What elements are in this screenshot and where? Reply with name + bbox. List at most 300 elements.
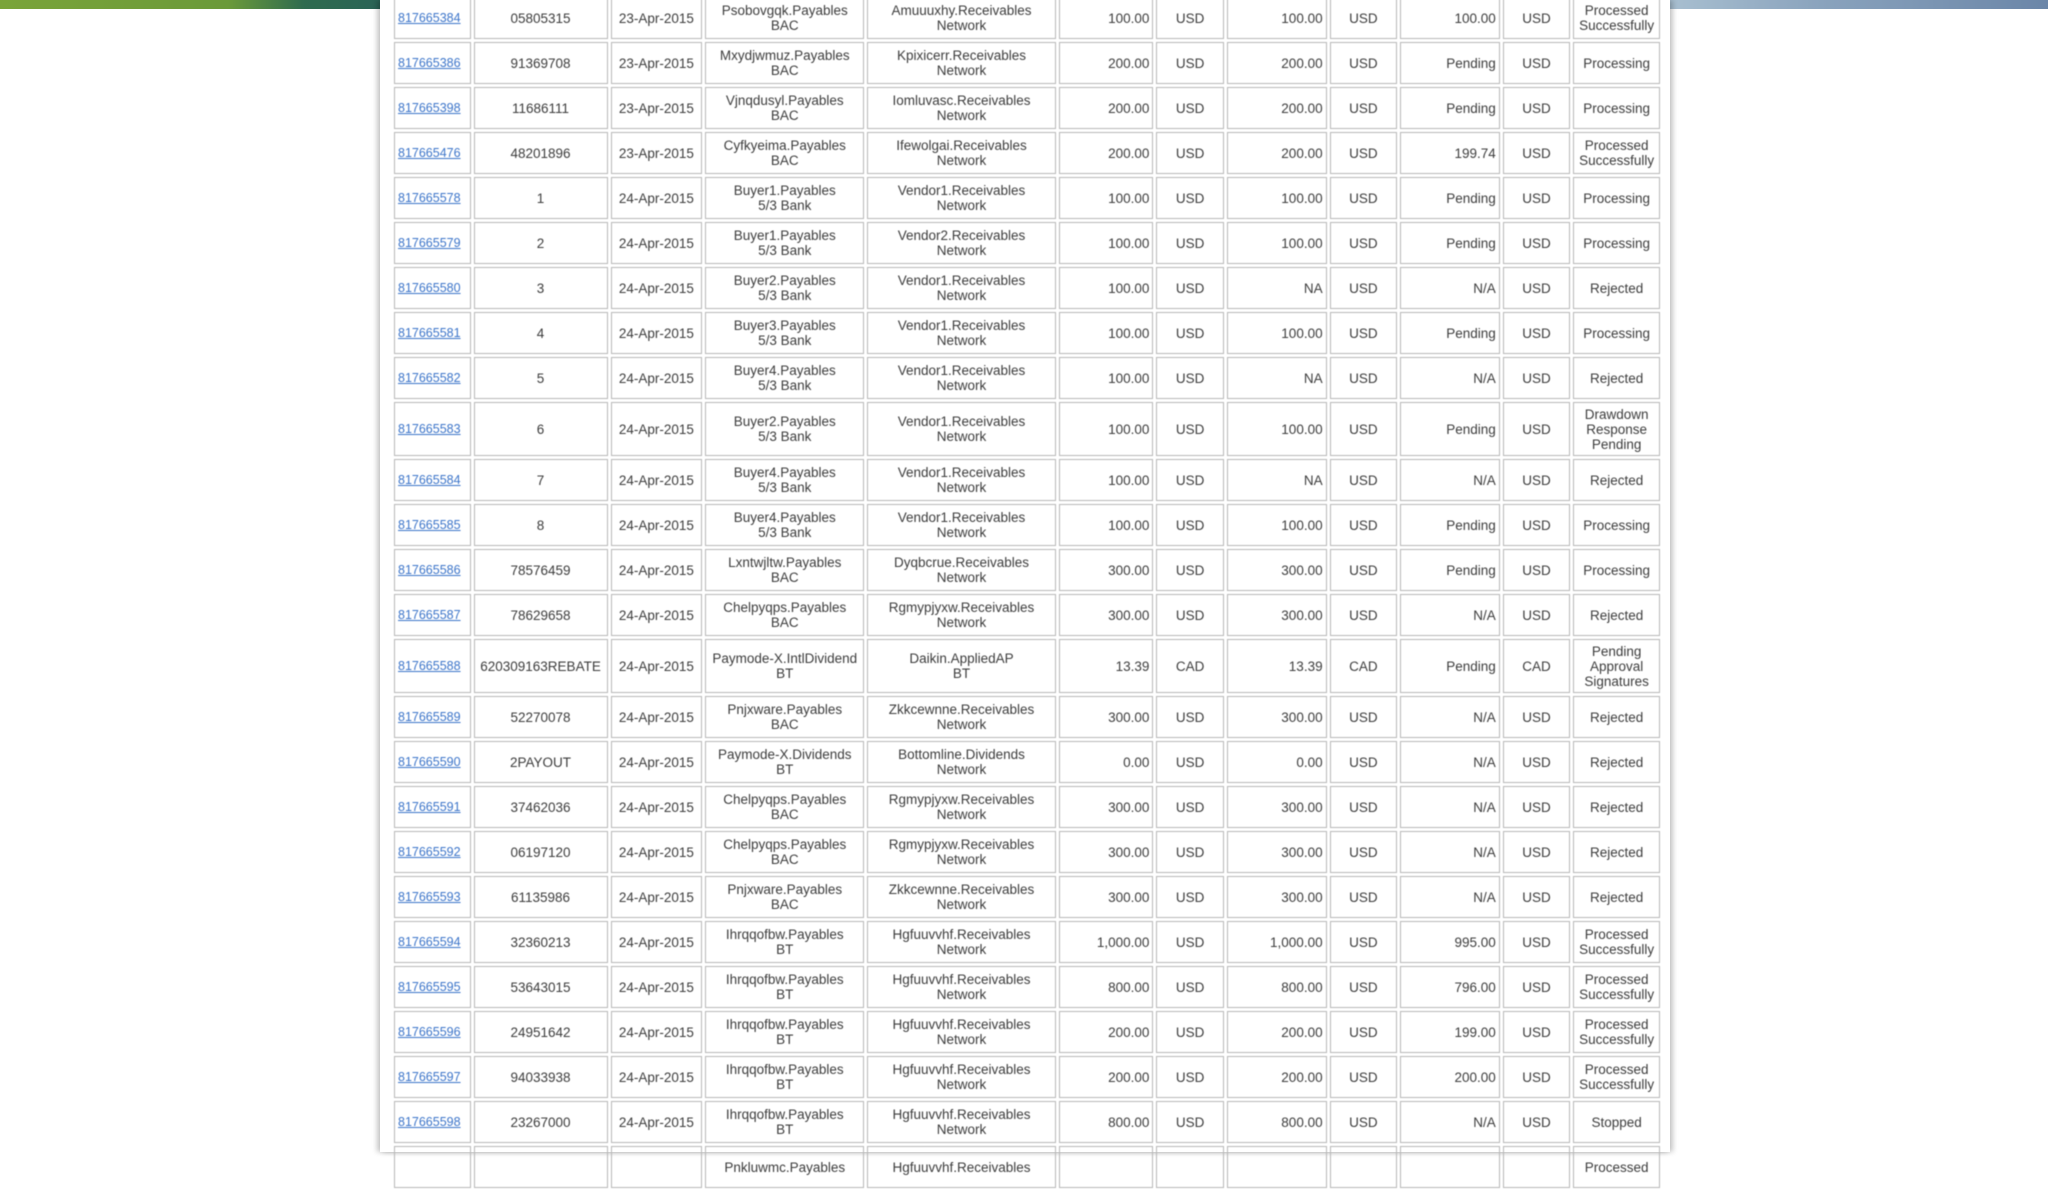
transaction-id-cell (394, 1146, 471, 1188)
remittance-currency: USD (1349, 1114, 1378, 1130)
status-cell (1573, 831, 1660, 873)
transaction-date: 24-Apr-2015 (618, 709, 694, 725)
transaction-id-link[interactable]: 817665597 (398, 1070, 461, 1084)
amount2-cell (1227, 132, 1327, 174)
settled-amount: 200.00 (1454, 1069, 1496, 1085)
currency2-cell (1330, 594, 1397, 636)
payee-line: Network (936, 525, 987, 540)
payer-line: Vjnqdusyl.Payables (725, 93, 844, 108)
amount-cell (1059, 222, 1154, 264)
payer-line: Pnjxware.Payables (727, 882, 843, 897)
reference-number: 37462036 (510, 799, 571, 815)
currency3-cell (1503, 459, 1570, 501)
settled-amount: Pending (1446, 100, 1496, 116)
settled-cell (1400, 177, 1500, 219)
remittance-amount: 0.00 (1296, 754, 1323, 770)
payment-amount: 100.00 (1108, 370, 1150, 386)
status-line: Rejected (1589, 472, 1644, 488)
payer-line: Ihrqqofbw.Payables (725, 1062, 844, 1077)
settled-cell (1400, 1056, 1500, 1098)
reference-number: 4 (536, 325, 545, 341)
payment-currency: USD (1175, 754, 1205, 770)
payee-cell (867, 459, 1055, 501)
settled-cell (1400, 132, 1500, 174)
transaction-id-cell (394, 741, 471, 783)
payment-amount: 13.39 (1115, 658, 1150, 674)
status-line: Pending (1591, 436, 1642, 452)
transaction-id-link[interactable]: 817665596 (398, 1025, 461, 1039)
payer-line: Ihrqqofbw.Payables (725, 972, 844, 987)
remittance-currency: USD (1349, 562, 1378, 578)
remittance-amount: 13.39 (1288, 658, 1323, 674)
currency2-cell (1330, 132, 1397, 174)
payee-line: Network (936, 198, 987, 213)
transaction-date: 24-Apr-2015 (618, 889, 694, 905)
settled-cell (1400, 222, 1500, 264)
settled-amount: N/A (1473, 709, 1496, 725)
table-row (394, 1056, 1660, 1098)
remittance-currency: USD (1349, 145, 1378, 161)
reference-cell (474, 357, 608, 399)
transaction-id-cell (394, 267, 471, 309)
reference-number: 23267000 (510, 1114, 571, 1130)
settled-amount: N/A (1473, 280, 1496, 296)
reference-number: 91369708 (510, 55, 571, 71)
transaction-id-link[interactable]: 817665595 (398, 980, 461, 994)
payment-currency: USD (1175, 844, 1205, 860)
status-line: Successfully (1579, 18, 1655, 33)
currency-cell (1156, 177, 1223, 219)
table-row (394, 786, 1660, 828)
payer-line: BAC (770, 852, 799, 867)
remittance-amount: 300.00 (1281, 562, 1323, 578)
settled-cell (1400, 831, 1500, 873)
payee-line: Network (936, 987, 987, 1002)
reference-cell (474, 1056, 608, 1098)
amount-cell (1059, 639, 1154, 693)
transaction-date: 24-Apr-2015 (618, 421, 694, 437)
transaction-date: 24-Apr-2015 (618, 799, 694, 815)
payee-cell (867, 222, 1055, 264)
status-line: Processed (1584, 972, 1649, 987)
payee-line: Rgmypjyxw.Receivables (888, 792, 1035, 807)
settled-currency: USD (1522, 1069, 1551, 1085)
table-row (394, 402, 1660, 456)
currency2-cell (1330, 639, 1397, 693)
payer-line: BT (776, 1032, 794, 1047)
settled-cell (1400, 1011, 1500, 1053)
reference-cell (474, 459, 608, 501)
status-line: Rejected (1589, 754, 1644, 770)
payee-line: Network (936, 852, 987, 867)
transaction-id-link[interactable]: 817665584 (398, 473, 461, 487)
currency2-cell (1330, 1011, 1397, 1053)
payer-line: 5/3 Bank (758, 198, 812, 213)
settled-cell (1400, 549, 1500, 591)
date-cell (611, 357, 703, 399)
settled-amount: N/A (1473, 607, 1496, 623)
remittance-currency: USD (1349, 190, 1378, 206)
payment-currency: USD (1175, 1069, 1205, 1085)
currency-cell (1156, 594, 1223, 636)
transaction-date: 23-Apr-2015 (618, 10, 694, 26)
payee-cell (867, 1011, 1055, 1053)
table-row (394, 177, 1660, 219)
payer-line: Chelpyqps.Payables (723, 792, 847, 807)
amount2-cell (1227, 741, 1327, 783)
transaction-date: 24-Apr-2015 (618, 658, 694, 674)
payer-cell (705, 267, 864, 309)
payer-line: Chelpyqps.Payables (723, 837, 847, 852)
payee-cell (867, 42, 1055, 84)
date-cell (611, 1056, 703, 1098)
payment-amount: 200.00 (1108, 1024, 1150, 1040)
payment-amount: 800.00 (1108, 1114, 1150, 1130)
payee-line: Vendor1.Receivables (897, 414, 1026, 429)
payee-line: Vendor1.Receivables (897, 273, 1026, 288)
payer-cell (705, 831, 864, 873)
payment-currency: USD (1175, 421, 1205, 437)
payee-line: Dyqbcrue.Receivables (893, 555, 1030, 570)
status-line: Signatures (1584, 673, 1649, 689)
currency3-cell (1503, 1146, 1570, 1188)
status-line: Approval (1589, 658, 1644, 674)
transaction-id-link[interactable]: 817665476 (398, 146, 461, 160)
transaction-id-link[interactable]: 817665592 (398, 845, 461, 859)
settled-cell (1400, 876, 1500, 918)
payer-line: Buyer4.Payables (733, 363, 836, 378)
date-cell (611, 402, 703, 456)
amount-cell (1059, 1146, 1154, 1188)
reference-number: 24951642 (510, 1024, 571, 1040)
payment-amount: 800.00 (1108, 979, 1150, 995)
remittance-currency: USD (1349, 979, 1378, 995)
reference-cell (474, 222, 608, 264)
payee-line: Network (936, 243, 987, 258)
transaction-table-container[interactable] (391, 0, 1663, 1175)
transaction-id-cell (394, 459, 471, 501)
reference-cell (474, 786, 608, 828)
currency2-cell (1330, 1056, 1397, 1098)
currency2-cell (1330, 786, 1397, 828)
payer-line: 5/3 Bank (758, 480, 812, 495)
transaction-date: 23-Apr-2015 (618, 145, 694, 161)
status-cell (1573, 312, 1660, 354)
amount2-cell (1227, 267, 1327, 309)
payment-amount: 100.00 (1108, 235, 1150, 251)
status-cell (1573, 504, 1660, 546)
payer-cell (705, 222, 864, 264)
table-row (394, 132, 1660, 174)
status-line: Processed (1584, 1159, 1649, 1175)
settled-amount: N/A (1473, 1114, 1496, 1130)
status-line: Successfully (1579, 1077, 1655, 1092)
transaction-id-link[interactable]: 817665398 (398, 101, 461, 115)
transaction-date: 24-Apr-2015 (618, 235, 694, 251)
transaction-id-link[interactable]: 817665594 (398, 935, 461, 949)
reference-number: 8 (536, 517, 545, 533)
status-line: Successfully (1579, 942, 1655, 957)
transaction-id-cell (394, 177, 471, 219)
payee-line: Vendor1.Receivables (897, 318, 1026, 333)
reference-cell (474, 831, 608, 873)
status-cell (1573, 87, 1660, 129)
currency2-cell (1330, 459, 1397, 501)
status-line: Rejected (1589, 370, 1644, 386)
payer-cell (705, 966, 864, 1008)
transaction-id-link[interactable]: 817665582 (398, 371, 461, 385)
transaction-id-link[interactable]: 817665593 (398, 890, 461, 904)
settled-currency: USD (1522, 754, 1551, 770)
reference-number: 05805315 (510, 10, 571, 26)
remittance-amount: NA (1303, 280, 1323, 296)
amount-cell (1059, 177, 1154, 219)
amount-cell (1059, 549, 1154, 591)
transaction-date: 24-Apr-2015 (618, 517, 694, 533)
status-cell (1573, 1056, 1660, 1098)
currency-cell (1156, 1056, 1223, 1098)
payment-currency: USD (1175, 1114, 1205, 1130)
amount2-cell (1227, 966, 1327, 1008)
amount-cell (1059, 786, 1154, 828)
remittance-amount: 300.00 (1281, 799, 1323, 815)
table-row (394, 222, 1660, 264)
status-line: Processed (1584, 3, 1649, 18)
settled-cell (1400, 1146, 1500, 1188)
reference-cell (474, 594, 608, 636)
amount2-cell (1227, 786, 1327, 828)
transaction-id-link[interactable]: 817665578 (398, 191, 461, 205)
settled-cell (1400, 639, 1500, 693)
currency-cell (1156, 639, 1223, 693)
remittance-currency: USD (1349, 280, 1378, 296)
status-cell (1573, 177, 1660, 219)
currency3-cell (1503, 876, 1570, 918)
transaction-id-cell (394, 402, 471, 456)
transaction-id-cell (394, 132, 471, 174)
status-line: Drawdown (1584, 406, 1649, 422)
payment-amount: 200.00 (1108, 55, 1150, 71)
payer-line: BAC (770, 615, 799, 630)
status-line: Rejected (1589, 844, 1644, 860)
settled-cell (1400, 741, 1500, 783)
settled-currency: CAD (1522, 658, 1551, 674)
payee-cell (867, 786, 1055, 828)
currency-cell (1156, 0, 1223, 39)
settled-cell (1400, 87, 1500, 129)
transaction-id-cell (394, 876, 471, 918)
amount2-cell (1227, 876, 1327, 918)
status-cell (1573, 639, 1660, 693)
status-cell (1573, 42, 1660, 84)
status-cell (1573, 966, 1660, 1008)
payee-line: Rgmypjyxw.Receivables (888, 837, 1035, 852)
currency3-cell (1503, 549, 1570, 591)
payer-cell (705, 921, 864, 963)
transaction-id-link[interactable]: 817665591 (398, 800, 461, 814)
table-row (394, 459, 1660, 501)
table-row (394, 1011, 1660, 1053)
payment-amount: 100.00 (1108, 517, 1150, 533)
payment-amount: 300.00 (1108, 607, 1150, 623)
remittance-currency: USD (1349, 472, 1378, 488)
currency3-cell (1503, 639, 1570, 693)
date-cell (611, 786, 703, 828)
reference-number: 3 (536, 280, 545, 296)
payee-cell (867, 966, 1055, 1008)
reference-number: 52270078 (510, 709, 571, 725)
amount2-cell (1227, 831, 1327, 873)
payer-line: 5/3 Bank (758, 429, 812, 444)
remittance-amount: 100.00 (1281, 517, 1323, 533)
transaction-id-link[interactable]: 817665586 (398, 563, 461, 577)
remittance-currency: USD (1349, 55, 1378, 71)
transaction-date: 24-Apr-2015 (618, 1024, 694, 1040)
payer-cell (705, 42, 864, 84)
payee-line: Ifewolgai.Receivables (896, 138, 1027, 153)
reference-cell (474, 1011, 608, 1053)
payee-cell (867, 876, 1055, 918)
currency3-cell (1503, 177, 1570, 219)
remittance-currency: USD (1349, 325, 1378, 341)
currency-cell (1156, 921, 1223, 963)
date-cell (611, 177, 703, 219)
payment-currency: USD (1175, 100, 1205, 116)
transaction-id-link[interactable]: 817665583 (398, 422, 461, 436)
payee-cell (867, 741, 1055, 783)
settled-cell (1400, 459, 1500, 501)
settled-currency: USD (1522, 1024, 1551, 1040)
reference-number: 61135986 (511, 889, 571, 905)
currency2-cell (1330, 696, 1397, 738)
payee-line: Network (936, 762, 987, 777)
currency2-cell (1330, 1146, 1397, 1188)
status-line: Processing (1583, 235, 1651, 251)
payment-amount: 100.00 (1108, 421, 1150, 437)
transaction-id-link[interactable]: 817665386 (398, 56, 461, 70)
reference-number: 53643015 (510, 979, 571, 995)
transaction-id-link[interactable]: 817665580 (398, 281, 461, 295)
settled-currency: USD (1522, 889, 1551, 905)
transaction-id-link[interactable]: 817665590 (398, 755, 461, 769)
table-row (394, 357, 1660, 399)
settled-cell (1400, 0, 1500, 39)
payer-cell (705, 594, 864, 636)
payee-line: Network (936, 807, 987, 822)
transaction-id-link[interactable]: 817665598 (398, 1115, 461, 1129)
settled-currency: USD (1522, 190, 1551, 206)
payment-amount: 0.00 (1123, 754, 1150, 770)
payee-line: Amuuuxhy.Receivables (891, 3, 1032, 18)
payee-line: Bottomline.Dividends (898, 747, 1025, 762)
currency-cell (1156, 357, 1223, 399)
payee-line: Vendor1.Receivables (897, 363, 1026, 378)
currency3-cell (1503, 741, 1570, 783)
amount2-cell (1227, 1011, 1327, 1053)
date-cell (611, 504, 703, 546)
settled-amount: Pending (1446, 658, 1496, 674)
transaction-id-cell (394, 1101, 471, 1143)
date-cell (611, 312, 703, 354)
transaction-table-body (394, 0, 1660, 1188)
table-row (394, 267, 1660, 309)
status-line: Successfully (1579, 987, 1655, 1002)
payer-cell (705, 0, 864, 39)
payer-cell (705, 87, 864, 129)
payment-amount: 1,000.00 (1096, 934, 1150, 950)
payment-currency: USD (1175, 325, 1205, 341)
currency2-cell (1330, 87, 1397, 129)
payee-line: Network (936, 570, 987, 585)
remittance-currency: USD (1349, 370, 1378, 386)
currency-cell (1156, 87, 1223, 129)
status-line: Rejected (1589, 280, 1644, 296)
remittance-amount: 300.00 (1281, 889, 1323, 905)
transaction-id-link[interactable]: 817665579 (398, 236, 461, 250)
settled-currency: USD (1522, 280, 1551, 296)
transaction-id-cell (394, 549, 471, 591)
amount2-cell (1227, 504, 1327, 546)
transaction-id-link[interactable]: 817665585 (398, 518, 461, 532)
status-cell (1573, 132, 1660, 174)
status-cell (1573, 402, 1660, 456)
date-cell (611, 0, 703, 39)
transaction-id-link[interactable]: 817665581 (398, 326, 461, 340)
settled-currency: USD (1522, 325, 1551, 341)
payee-cell (867, 0, 1055, 39)
payer-line: BAC (770, 807, 799, 822)
transaction-date: 24-Apr-2015 (618, 190, 694, 206)
transaction-id-link[interactable]: 817665589 (398, 710, 461, 724)
currency-cell (1156, 222, 1223, 264)
currency2-cell (1330, 0, 1397, 39)
transaction-date: 23-Apr-2015 (618, 55, 694, 71)
remittance-amount: 800.00 (1281, 979, 1323, 995)
remittance-amount: 200.00 (1281, 145, 1323, 161)
table-row (394, 1101, 1660, 1143)
remittance-currency: USD (1349, 889, 1378, 905)
amount2-cell (1227, 549, 1327, 591)
transaction-id-cell (394, 696, 471, 738)
payer-cell (705, 132, 864, 174)
status-line: Rejected (1589, 889, 1644, 905)
transaction-date: 24-Apr-2015 (618, 325, 694, 341)
payer-cell (705, 786, 864, 828)
transaction-id-link[interactable]: 817665587 (398, 608, 461, 622)
payee-cell (867, 831, 1055, 873)
payer-cell (705, 876, 864, 918)
amount-cell (1059, 504, 1154, 546)
payment-amount: 300.00 (1108, 889, 1150, 905)
payee-line: Kpixicerr.Receivables (896, 48, 1027, 63)
amount-cell (1059, 1056, 1154, 1098)
settled-cell (1400, 966, 1500, 1008)
payee-line: Rgmypjyxw.Receivables (888, 600, 1035, 615)
payer-cell (705, 696, 864, 738)
transaction-id-link[interactable]: 817665384 (398, 11, 461, 25)
currency-cell (1156, 1101, 1223, 1143)
payment-amount: 100.00 (1108, 280, 1150, 296)
payer-line: Buyer3.Payables (733, 318, 836, 333)
payee-line: Network (936, 897, 987, 912)
currency3-cell (1503, 966, 1570, 1008)
payer-cell (705, 1011, 864, 1053)
status-cell (1573, 0, 1660, 39)
remittance-currency: CAD (1349, 658, 1378, 674)
transaction-id-link[interactable]: 817665588 (398, 659, 461, 673)
currency-cell (1156, 132, 1223, 174)
amount-cell (1059, 402, 1154, 456)
